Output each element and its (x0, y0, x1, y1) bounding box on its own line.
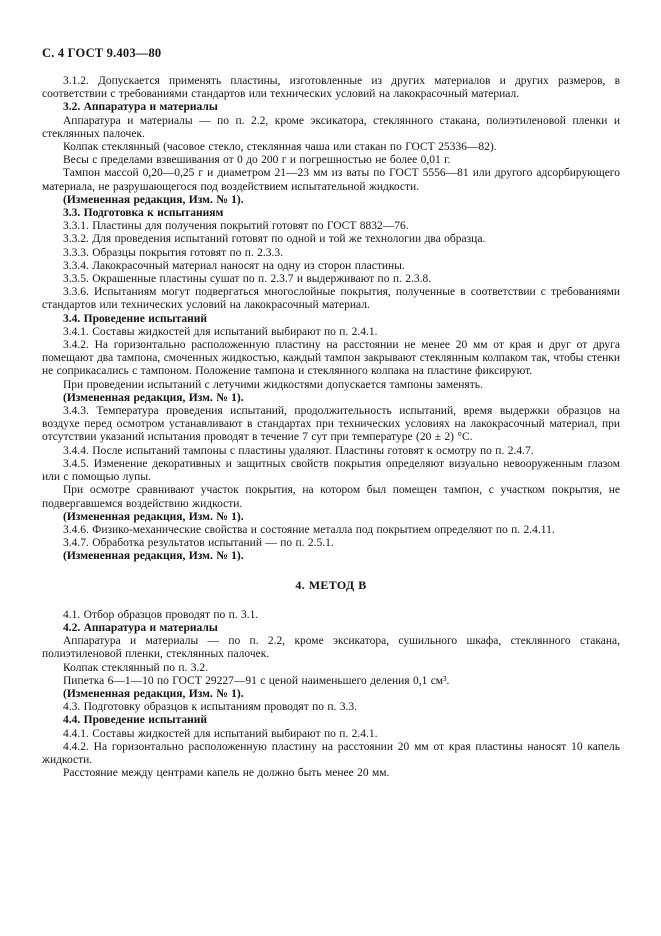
paragraph: 3.3.6. Испытаниям могут подвергаться многослойные покрытия, полученные в соответствии с требованиями стандартов или технических условий на лакокрасочный материал. (42, 286, 620, 312)
bold-paragraph: 3.4. Проведение испытаний (63, 312, 207, 325)
paragraph: 4.4.2. На горизонтально расположенную пластину на расстоянии 20 мм от края пластины наносят 10 капель жидкости. (42, 740, 620, 766)
page-header: С. 4 ГОСТ 9.403—80 (42, 46, 162, 60)
bold-paragraph: (Измененная редакция, Изм. № 1). (63, 193, 244, 206)
paragraph: 3.3.1. Пластины для получения покрытий готовят по ГОСТ 8832—76. (63, 220, 409, 233)
bold-paragraph: (Измененная редакция, Изм. № 1). (63, 391, 244, 404)
paragraph: 3.4.6. Физико-механические свойства и состояние металла под покрытием определяют по п. 2.4.11. (63, 523, 555, 536)
paragraph: 4.3. Подготовку образцов к испытаниям проводят по п. 3.3. (63, 701, 358, 714)
paragraph: 3.3.4. Лакокрасочный материал наносят на одну из сторон пластины. (63, 259, 405, 272)
section-title: 4. МЕТОД В (295, 577, 367, 592)
paragraph: 3.4.3. Температура проведения испытаний, продолжительность испытаний, время выдержки образцов на воздухе перед осмотром устанавливают в стандартах при технических условиях на лакокрасочный материал, при отсутствии указаний испытания проводят в течение 7 сут при температуре (20 ± 2) °С. (42, 405, 620, 444)
paragraph: 4.4.1. Составы жидкостей для испытаний выбирают по п. 2.4.1. (63, 727, 378, 740)
bold-paragraph: 3.3. Подготовка к испытаниям (63, 207, 224, 220)
paragraph: 3.3.5. Окрашенные пластины сушат по п. 2.3.7 и выдерживают по п. 2.3.8. (63, 273, 432, 286)
paragraph: При осмотре сравнивают участок покрытия, на котором был помещен тампон, с участком покрытия, не подвергавшемся воздействию жидкости. (42, 484, 620, 510)
paragraph: 3.3.3. Образцы покрытия готовят по п. 2.3.3. (63, 246, 284, 259)
paragraph: 3.3.2. Для проведения испытаний готовят по одной и той же технологии два образца. (63, 233, 486, 246)
paragraph: 3.1.2. Допускается применять пластины, изготовленные из других материалов и других размеров, в соответствии с требованиями стандартов или технических условий на лакокрасочный материал. (42, 75, 620, 101)
bold-paragraph: 4.2. Аппаратура и материалы (63, 621, 218, 634)
paragraph: Колпак стеклянный (часовое стекло, стеклянная чаша или стакан по ГОСТ 25336—82). (63, 141, 497, 154)
paragraph: 4.1. Отбор образцов проводят по п. 3.1. (63, 608, 259, 621)
paragraph: 3.4.1. Составы жидкостей для испытаний выбирают по п. 2.4.1. (63, 325, 378, 338)
paragraph: Пипетка 6—1—10 по ГОСТ 29227—91 с ценой наименьшего деления 0,1 см³. (63, 674, 450, 687)
paragraph: Тампон массой 0,20—0,25 г и диаметром 21—23 мм из ваты по ГОСТ 5556—81 или другого адсорбирующего материала, не разрушающегося под воздействием испытательной жидкости. (42, 167, 620, 193)
paragraph: Аппаратура и материалы — по п. 2.2, кроме эксикатора, стеклянного стакана, полиэтиленовой пленки и стеклянных палочек. (42, 114, 620, 140)
bold-paragraph: (Измененная редакция, Изм. № 1). (63, 550, 244, 563)
paragraph: 3.4.5. Изменение декоративных и защитных свойств покрытия определяют визуально невооруженным глазом или с помощью лупы. (42, 457, 620, 484)
bold-paragraph: 3.2. Аппаратура и материалы (63, 101, 218, 114)
paragraph: При проведении испытаний с летучими жидкостями допускается тампоны заменять. (63, 378, 483, 391)
paragraph: Весы с пределами взвешивания от 0 до 200 г и погрешностью не более 0,01 г. (63, 154, 451, 167)
paragraph: Расстояние между центрами капель не должно быть менее 20 мм. (63, 767, 390, 780)
bold-paragraph: 4.4. Проведение испытаний (63, 714, 207, 727)
paragraph: 3.4.7. Обработка результатов испытаний — по п. 2.5.1. (63, 537, 334, 550)
paragraph: Аппаратура и материалы — по п. 2.2, кроме эксикатора, сушильного шкафа, стеклянного стакана, полиэтиленовой пленки, стеклянных палочек. (42, 635, 620, 661)
paragraph: Колпак стеклянный по п. 3.2. (63, 661, 209, 674)
document-content (42, 75, 620, 780)
paragraph: 3.4.2. На горизонтально расположенную пластину на расстоянии не менее 20 мм от края и друг от друга помещают два тампона, смоченных жидкостью, каждый тампон закрывают стеклянным колпаком так, чтобы стенки не соприкасались с тампоном. Положение тампона и стеклянного колпака на пластине фиксируют. (42, 339, 620, 378)
bold-paragraph: (Измененная редакция, Изм. № 1). (63, 510, 244, 523)
bold-paragraph: (Измененная редакция, Изм. № 1). (63, 687, 244, 700)
paragraph: 3.4.4. После испытаний тампоны с пластины удаляют. Пластины готовят к осмотру по п. 2.4.7. (63, 444, 534, 457)
